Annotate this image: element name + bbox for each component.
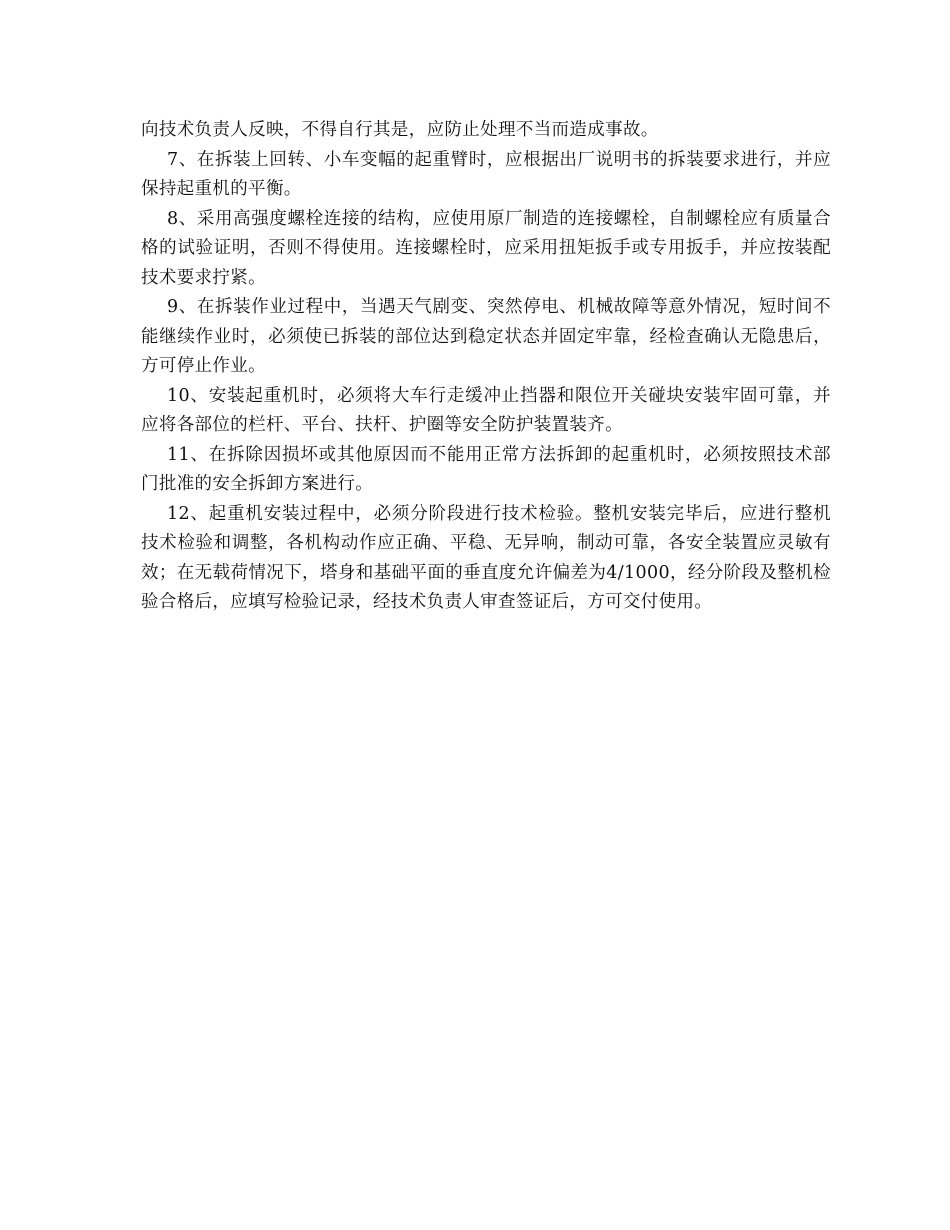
paragraph-item-7: 7、在拆装上回转、小车变幅的起重臂时，应根据出厂说明书的拆装要求进行，并应保持起重机的平衡。 [141, 149, 831, 199]
paragraph-item-10: 10、安装起重机时，必须将大车行走缓冲止挡器和限位开关碰块安装牢固可靠，并应将各部位的栏杆、平台、扶杆、护圈等安全防护装置装齐。 [141, 385, 831, 435]
paragraph-item-12: 12、起重机安装过程中，必须分阶段进行技术检验。整机安装完毕后，应进行整机技术检验和调整，各机构动作应正确、平稳、无异响，制动可靠，各安全装置应灵敏有效；在无载荷情况下，塔身和基础平面的垂直度允许偏差为4/1000，经分阶段及整机检验合格后，应填写检验记录，经技术负责人审查签证后，方可交付使用。 [141, 503, 831, 612]
document-body [141, 116, 831, 618]
paragraph-item-9: 9、在拆装作业过程中，当遇天气剧变、突然停电、机械故障等意外情况，短时间不能继续作业时，必须使已拆装的部位达到稳定状态并固定牢靠，经检查确认无隐患后，方可停止作业。 [141, 297, 831, 376]
paragraph-continuation: 向技术负责人反映，不得自行其是，应防止处理不当而造成事故。 [141, 120, 659, 140]
paragraph-item-8: 8、采用高强度螺栓连接的结构，应使用原厂制造的连接螺栓，自制螺栓应有质量合格的试验证明，否则不得使用。连接螺栓时，应采用扭矩扳手或专用扳手，并应按装配技术要求拧紧。 [141, 208, 831, 288]
paragraph-item-11: 11、在拆除因损坏或其他原因而不能用正常方法拆卸的起重机时，必须按照技术部门批准的安全拆卸方案进行。 [141, 444, 831, 494]
